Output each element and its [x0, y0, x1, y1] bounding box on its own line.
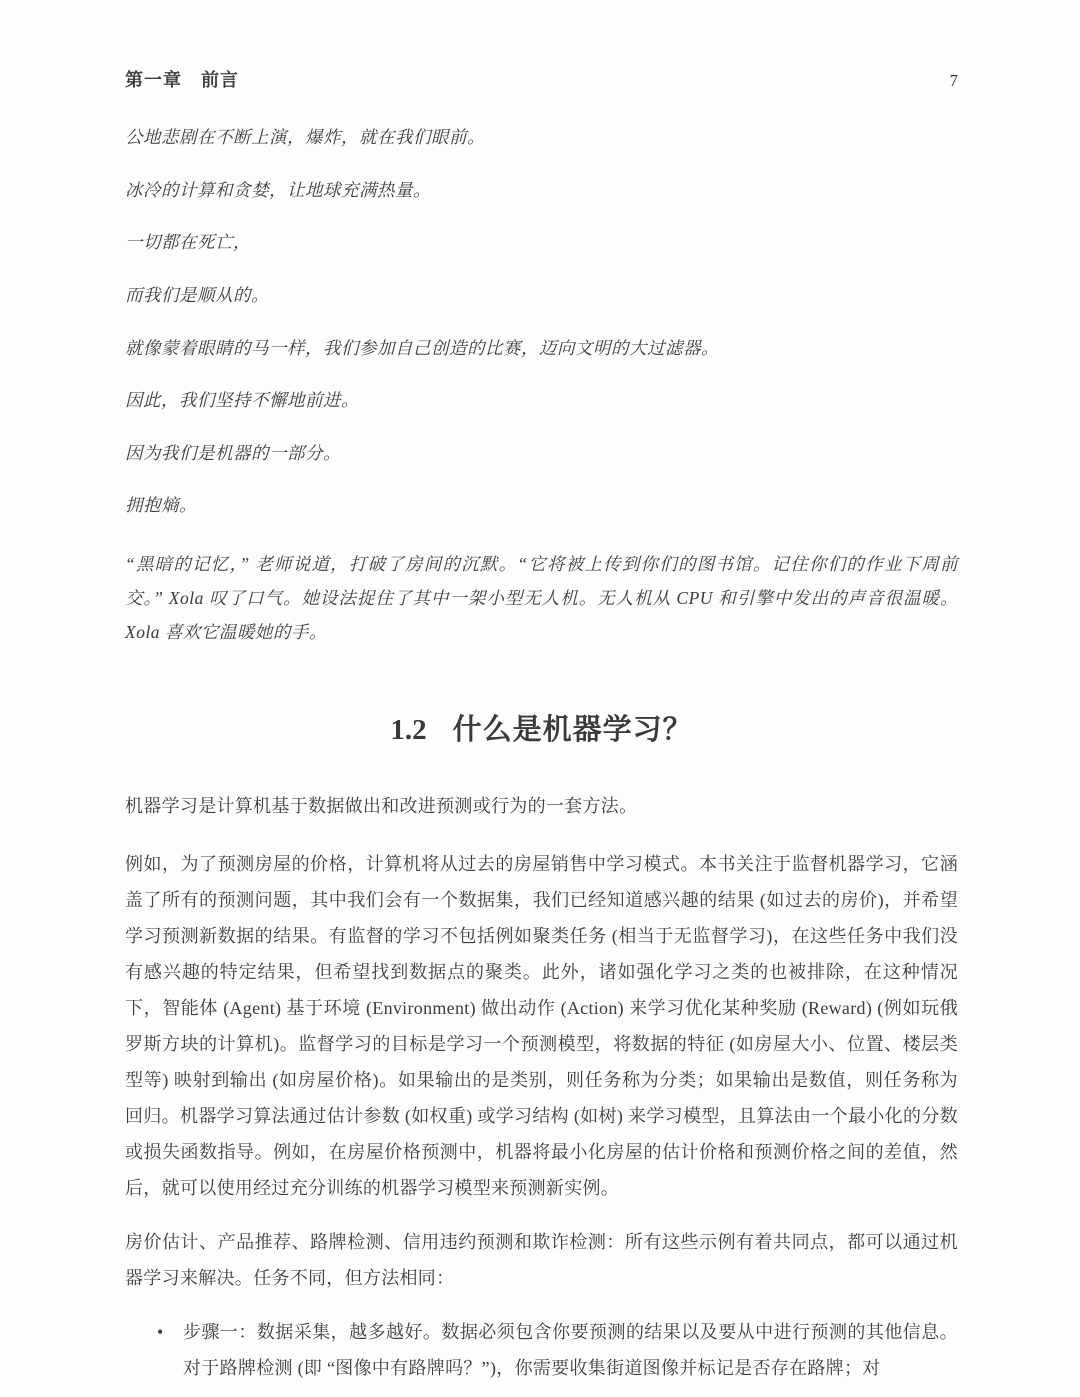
section-title: 什么是机器学习？: [452, 714, 693, 747]
poem-line: 一切都在死亡，: [125, 232, 251, 253]
section-heading: [125, 707, 958, 748]
poem-line: 就像蒙着眼睛的马一样，我们参加自己创造的比赛，迈向文明的大过滤器。: [125, 337, 719, 358]
poem-line: 拥抱熵。: [125, 495, 197, 516]
bullet-icon: •: [157, 1322, 164, 1343]
paragraph: 机器学习是计算机基于数据做出和改进预测或行为的一套方法。: [125, 796, 638, 817]
paragraph: 房价估计、产品推荐、路牌检测、信用违约预测和欺诈检测：所有这些示例有着共同点，都可以通过机器学习来解决。任务不同，但方法相同：: [125, 1232, 958, 1289]
poem-line: 因为我们是机器的一部分。: [125, 442, 341, 463]
list-item: [157, 1314, 958, 1386]
page-number: 7: [949, 71, 958, 90]
epigraph: [125, 126, 958, 649]
poem-line: 而我们是顺从的。: [125, 284, 269, 305]
epigraph-story: “黑暗的记忆，” 老师说道，打破了房间的沉默。“它将被上传到你们的图书馆。记住你们的作业下周前交。” Xola 叹了口气。她设法捉住了其中一架小型无人机。无人机从 CPU 和引擎中发出的声音很温暖。Xola 喜欢它温暖她的手。: [125, 554, 958, 643]
steps-list: [125, 1314, 958, 1386]
list-item-text: 步骤一：数据采集，越多越好。数据必须包含你要预测的结果以及要从中进行预测的其他信息。对于路牌检测 (即 “图像中有路牌吗？”)，你需要收集街道图像并标记是否存在路牌；对: [183, 1322, 958, 1379]
page-header: [125, 66, 958, 92]
poem-line: 因此，我们坚持不懈地前进。: [125, 390, 359, 411]
poem-line: 冰冷的计算和贪婪，让地球充满热量。: [125, 179, 431, 200]
poem-line: 公地悲剧在不断上演，爆炸，就在我们眼前。: [125, 127, 485, 147]
chapter-title: 第一章 前言: [125, 70, 239, 90]
paragraph: 例如，为了预测房屋的价格，计算机将从过去的房屋销售中学习模式。本书关注于监督机器学习，它涵盖了所有的预测问题，其中我们会有一个数据集，我们已经知道感兴趣的结果 (如过去的房价)，并希望学习预测新数据的结果。有监督的学习不包括例如聚类任务 (相当于无监督学习)，在这些任务中我们没有感兴趣的特定结果，但希望找到数据点的聚类。此外，诸如强化学习之类的也被排除，在这种情况下，智能体 (Agent) 基于环境 (Environment) 做出动作 (Action) 来学习优化某种奖励 (Reward) (例如玩俄罗斯方块的计算机)。监督学习的目标是学习一个预测模型，将数据的特征 (如房屋大小、位置、楼层类型等) 映射到输出 (如房屋价格)。如果输出的是类别，则任务称为分类；如果输出是数值，则任务称为回归。机器学习算法通过估计参数 (如权重) 或学习结构 (如树) 来学习模型，且算法由一个最小化的分数或损失函数指导。例如，在房屋价格预测中，机器将最小化房屋的估计价格和预测价格之间的差值，然后，就可以使用经过充分训练的机器学习模型来预测新实例。: [125, 854, 958, 1199]
section-number: 1.2: [390, 714, 427, 747]
